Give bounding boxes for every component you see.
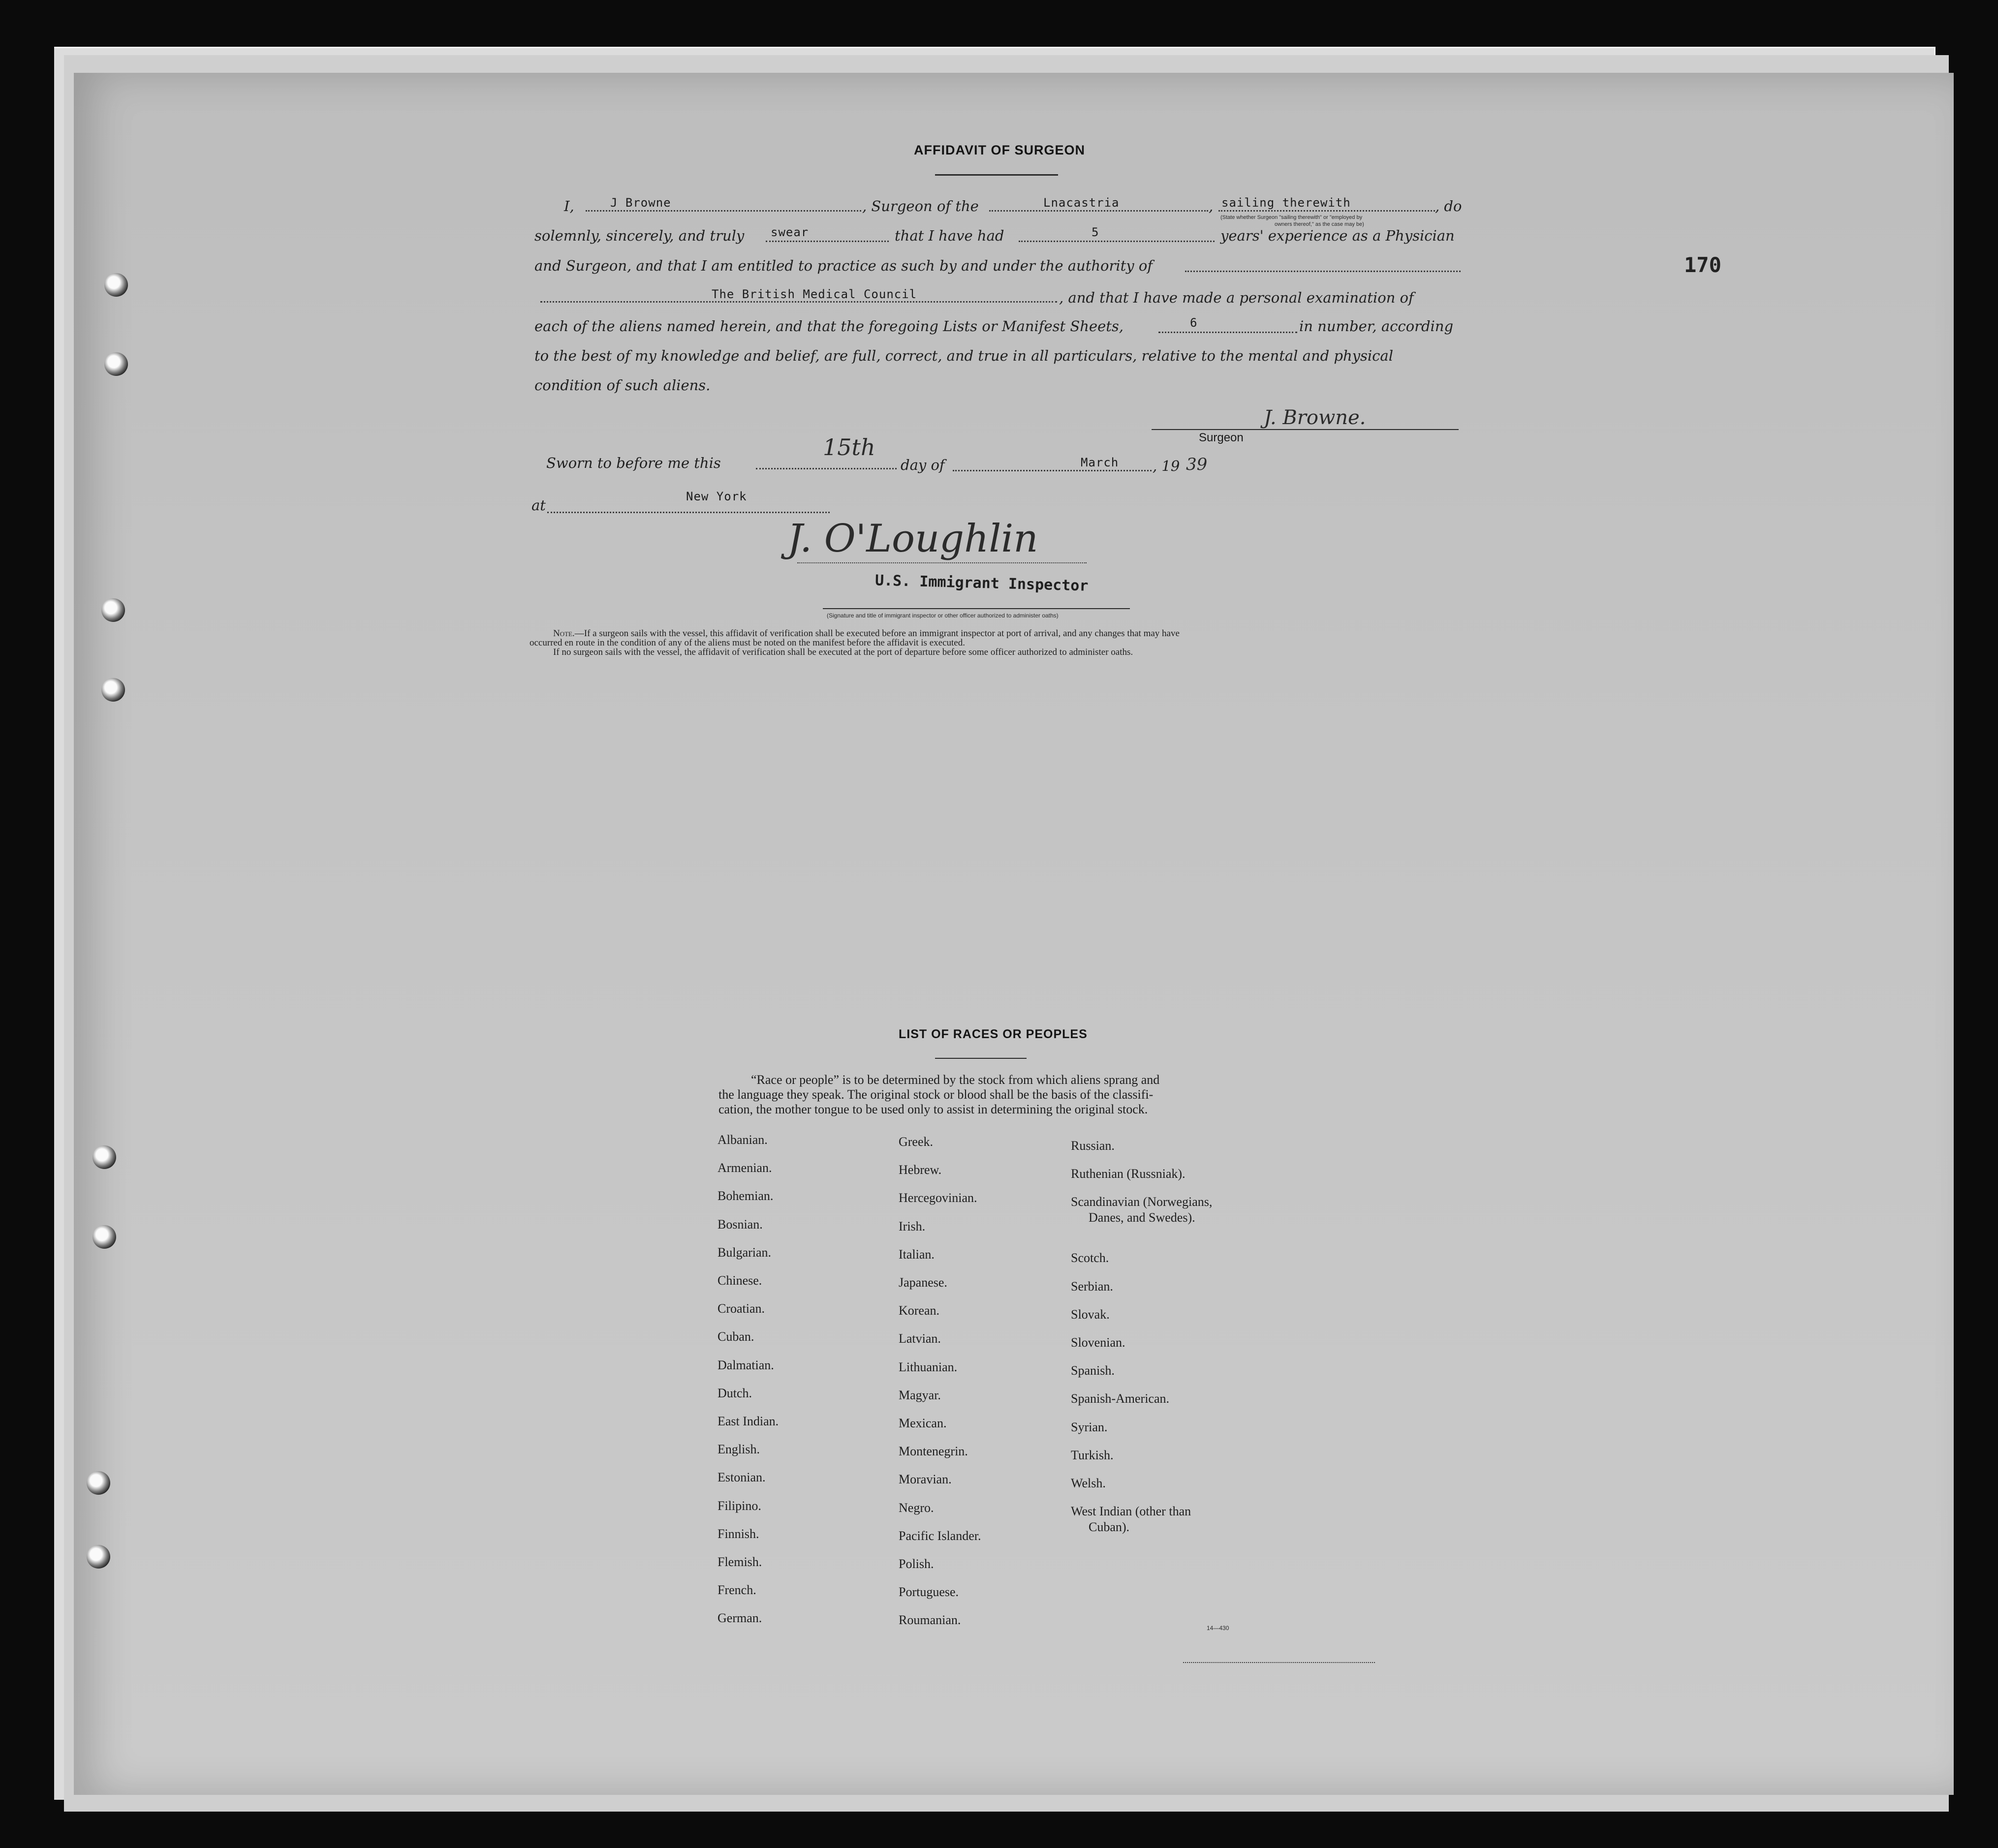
race-item: Scandinavian (Norwegians, xyxy=(1071,1195,1213,1209)
race-item: Negro. xyxy=(899,1500,934,1515)
race-item: East Indian. xyxy=(718,1414,779,1428)
sworn-day-line xyxy=(756,468,897,469)
race-item: Bulgarian. xyxy=(718,1245,772,1260)
races-title: LIST OF RACES OR PEOPLES xyxy=(899,1027,1088,1041)
authority-name: The British Medical Council xyxy=(712,287,917,301)
affidavit-line2-prefix: solemnly, sincerely, and truly xyxy=(534,227,745,244)
race-item: Albanian. xyxy=(718,1133,768,1147)
sailing-note-2: owners thereof," as the case may be) xyxy=(1275,221,1364,227)
race-item: English. xyxy=(718,1442,760,1457)
race-item: Cuban). xyxy=(1089,1520,1130,1535)
race-item: Dalmatian. xyxy=(718,1357,774,1372)
binder-hole-icon xyxy=(87,1471,110,1495)
binder-hole-icon xyxy=(93,1225,116,1249)
race-item: Spanish-American. xyxy=(1071,1391,1170,1406)
race-item: Irish. xyxy=(899,1219,926,1233)
race-item: Scotch. xyxy=(1071,1251,1109,1265)
race-item: Chinese. xyxy=(718,1273,762,1288)
race-item: Cuban. xyxy=(718,1329,754,1344)
race-item: Serbian. xyxy=(1071,1279,1113,1294)
sworn-month-line xyxy=(953,470,1152,471)
page-number: 170 xyxy=(1684,253,1721,277)
note-line-2: occurred en route in the condition of any of the aliens must be noted on the manifest before the affidavit is executed. xyxy=(530,638,965,648)
oath-line xyxy=(766,241,889,242)
race-item: West Indian (other than xyxy=(1071,1504,1191,1519)
race-item: Russian. xyxy=(1071,1139,1115,1153)
surgeon-signature-line xyxy=(1152,429,1459,430)
race-item: Moravian. xyxy=(899,1472,952,1487)
note-line-1: —If a surgeon sails with the vessel, this affidavit of verification shall be executed before an immigrant inspector at port of arrival, and any changes that may have xyxy=(574,628,1180,639)
binder-hole-icon xyxy=(104,273,128,297)
race-item: Slovenian. xyxy=(1071,1335,1125,1350)
race-item: Armenian. xyxy=(718,1161,772,1175)
sworn-day: 15th xyxy=(823,434,875,461)
binder-hole-icon xyxy=(101,598,125,622)
race-item: Portuguese. xyxy=(899,1585,959,1600)
affidavit-line2-suffix: years' experience as a Physician xyxy=(1220,227,1455,244)
race-item: Flemish. xyxy=(718,1555,762,1569)
race-item: Danes, and Swedes). xyxy=(1089,1210,1195,1225)
race-item: Montenegrin. xyxy=(899,1444,968,1459)
inspector-signature: J. O'Loughlin xyxy=(787,517,1038,561)
race-item: Bohemian. xyxy=(718,1189,774,1203)
race-item: Dutch. xyxy=(718,1386,752,1400)
do-label: , do xyxy=(1435,198,1462,215)
place-line xyxy=(547,512,830,513)
race-item: Welsh. xyxy=(1071,1476,1106,1490)
affidavit-line1-prefix: I, xyxy=(564,198,574,215)
binder-hole-icon xyxy=(87,1545,110,1569)
form-number: 14—430 xyxy=(1207,1625,1229,1632)
affidavit-line4-suffix: , and that I have made a personal examination of xyxy=(1059,289,1414,306)
sworn-month: March xyxy=(1081,456,1119,469)
authority-line xyxy=(540,301,1057,303)
race-item: Filipino. xyxy=(718,1498,761,1513)
vessel-line xyxy=(989,210,1208,212)
race-item: Greek. xyxy=(899,1135,934,1149)
race-item: Japanese. xyxy=(899,1275,947,1290)
sheets-count: 6 xyxy=(1190,316,1198,330)
race-item: Turkish. xyxy=(1071,1448,1114,1462)
note-label: Note. xyxy=(553,628,575,639)
note-line-3: If no surgeon sails with the vessel, the affidavit of verification shall be executed at the port of departure before some officer authorized to administer oaths. xyxy=(553,647,1133,657)
authority-line-a xyxy=(1185,271,1461,272)
race-item: Latvian. xyxy=(899,1331,941,1346)
affidavit-line5-suffix: in number, according xyxy=(1299,318,1454,335)
day-of-label: day of xyxy=(901,457,945,473)
race-item: German. xyxy=(718,1611,762,1626)
years-experience: 5 xyxy=(1092,225,1099,239)
affidavit-title: AFFIDAVIT OF SURGEON xyxy=(914,143,1085,157)
binder-hole-icon xyxy=(101,678,125,702)
surgeon-name-line xyxy=(586,210,861,212)
affidavit-line7: condition of such aliens. xyxy=(534,377,711,394)
oath-word: swear xyxy=(771,225,809,239)
race-item: Bosnian. xyxy=(718,1217,763,1232)
race-item: Italian. xyxy=(899,1247,935,1262)
race-item: Finnish. xyxy=(718,1526,759,1541)
title-underline xyxy=(935,174,1058,176)
inspector-title-line xyxy=(823,608,1130,609)
surgeon-name: J Browne xyxy=(610,196,671,210)
binder-hole-icon xyxy=(93,1145,116,1169)
inspector-caption: (Signature and title of immigrant inspector or other officer authorized to administer oaths) xyxy=(827,612,1059,619)
vessel-name: Lnacastria xyxy=(1043,196,1120,210)
affidavit-line3: and Surgeon, and that I am entitled to practice as such by and under the authority of xyxy=(534,257,1153,274)
affidavit-line6: to the best of my knowledge and belief, are full, correct, and true in all particulars, relative to the mental and physical xyxy=(534,347,1393,364)
race-item: Hebrew. xyxy=(899,1163,942,1177)
inspector-signature-line xyxy=(797,562,1087,563)
race-item: Roumanian. xyxy=(899,1613,961,1628)
affidavit-line5-prefix: each of the aliens named herein, and that the foregoing Lists or Manifest Sheets, xyxy=(534,318,1124,335)
race-item: Pacific Islander. xyxy=(899,1528,981,1543)
surgeon-of-label: , Surgeon of the xyxy=(862,198,979,215)
races-intro-3: cation, the mother tongue to be used only to assist in determining the original stock. xyxy=(718,1102,1148,1116)
race-item: Estonian. xyxy=(718,1470,766,1485)
race-item: Lithuanian. xyxy=(899,1359,958,1374)
sheets-line xyxy=(1158,332,1297,333)
race-item: Polish. xyxy=(899,1557,934,1571)
sailing-line xyxy=(1218,210,1435,212)
sworn-prefix: Sworn to before me this xyxy=(546,455,721,471)
at-label: at xyxy=(531,497,546,514)
sailing-note-1: (State whether Surgeon "sailing therewith" or "employed by xyxy=(1220,215,1363,220)
sailing-status: sailing therewith xyxy=(1221,196,1351,210)
race-item: Korean. xyxy=(899,1303,940,1318)
bottom-dotted-line xyxy=(1183,1662,1375,1663)
note xyxy=(530,629,1180,657)
races-intro-2: the language they speak. The original stock or blood shall be the basis of the classifi- xyxy=(718,1087,1154,1102)
sworn-year: 39 xyxy=(1186,455,1208,474)
sworn-place: New York xyxy=(686,490,747,503)
affidavit-line2-mid: that I have had xyxy=(895,227,1004,244)
years-line xyxy=(1019,241,1215,242)
race-item: Slovak. xyxy=(1071,1307,1110,1322)
race-item: Ruthenian (Russniak). xyxy=(1071,1167,1186,1181)
comma: , xyxy=(1209,198,1214,215)
race-item: Croatian. xyxy=(718,1301,765,1316)
race-item: Hercegovinian. xyxy=(899,1191,977,1205)
races-intro-1: “Race or people” is to be determined by the stock from which aliens sprang and xyxy=(751,1073,1160,1087)
inspector-title-stamp: U.S. Immigrant Inspector xyxy=(874,572,1089,595)
binder-hole-icon xyxy=(104,352,128,376)
surgeon-signature: J. Browne. xyxy=(1264,406,1366,429)
year-prefix: , 19 xyxy=(1153,458,1180,474)
race-item: Spanish. xyxy=(1071,1363,1115,1378)
races-title-underline xyxy=(935,1058,1027,1059)
race-item: Magyar. xyxy=(899,1387,941,1402)
surgeon-label: Surgeon xyxy=(1199,431,1244,444)
race-item: Syrian. xyxy=(1071,1419,1108,1434)
race-item: French. xyxy=(718,1583,756,1598)
race-item: Mexican. xyxy=(899,1416,947,1430)
